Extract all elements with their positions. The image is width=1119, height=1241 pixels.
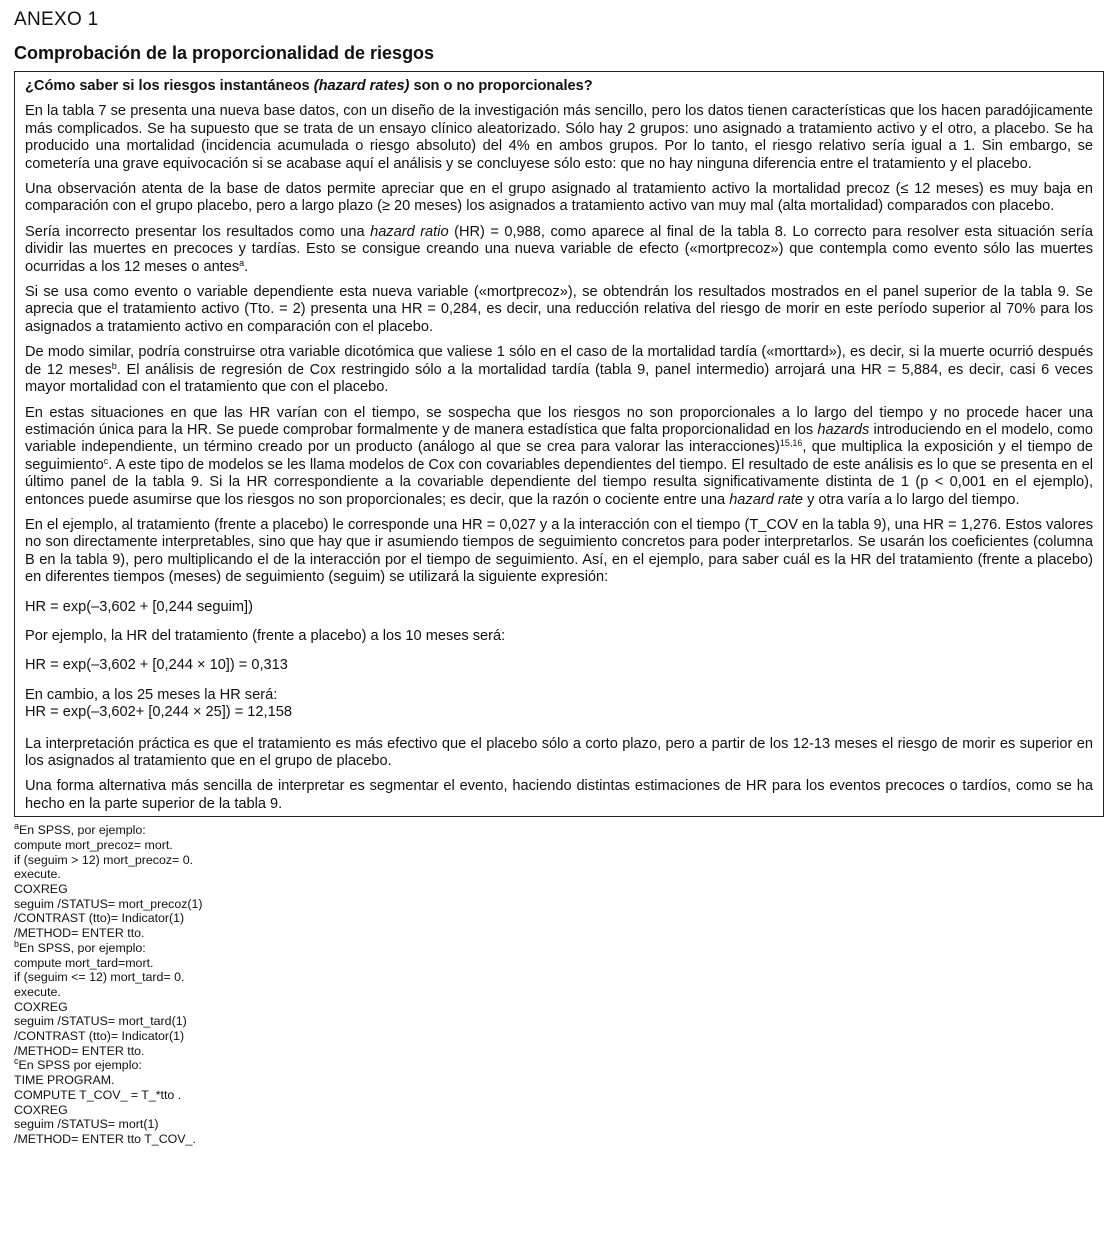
paragraph-9: En cambio, a los 25 meses la HR será:	[25, 686, 278, 703]
code-line: COXREG	[14, 882, 68, 897]
p3-em: hazard ratio	[370, 223, 449, 240]
code-line: COXREG	[14, 999, 68, 1014]
code-line: TIME PROGRAM.	[14, 1073, 115, 1088]
footnote-mark: b	[14, 938, 20, 949]
code-line: if (seguim <= 12) mort_tard= 0.	[14, 970, 185, 985]
box-question	[25, 78, 1093, 95]
explanation-box	[14, 71, 1104, 817]
paragraph-8: Por ejemplo, la HR del tratamiento (frente a placebo) a los 10 meses será:	[25, 627, 506, 644]
footnote-text: En SPSS por ejemplo:	[18, 1058, 142, 1073]
code-line: compute mort_tard=mort.	[14, 955, 154, 970]
question-text-a: ¿Cómo saber si los riesgos instantáneos	[25, 78, 314, 94]
footnote-mark: c	[14, 1056, 19, 1067]
p5-text-b: . El análisis de regresión de Cox restringido sólo a la mortalidad tardía (tabla 9, panel intermedio) arrojará una HR = 5,884, es decir, casi 6 veces mayor mortalidad con el tratamiento que con el placebo.	[25, 361, 1093, 396]
footnote-text: En SPSS, por ejemplo:	[19, 823, 146, 838]
paragraph-11: Una forma alternativa más sencilla de interpretar es segmentar el evento, haciendo distintas estimaciones de HR para los eventos precoces o tardíos, como se ha hecho en la parte superior de la tabla 9.	[25, 778, 1093, 812]
code-line: /METHOD= ENTER tto.	[14, 926, 145, 941]
p3-text-a: Sería incorrecto presentar los resultados como una	[25, 223, 371, 240]
code-line: COXREG	[14, 1102, 68, 1117]
paragraph-6	[25, 405, 1093, 509]
code-line: seguim /STATUS= mort_tard(1)	[14, 1014, 187, 1029]
section-title: Comprobación de la proporcionalidad de riesgos	[14, 43, 435, 63]
code-line: seguim /STATUS= mort_precoz(1)	[14, 896, 203, 911]
paragraph-1: En la tabla 7 se presenta una nueva base datos, con un diseño de la investigación más sencillo, pero los datos tienen características que los hacen paradójicamente más complicados. Se ha supuesto que se trata de un ensayo clínico aleatorizado. Sólo hay 2 grupos: uno asignado a tratamiento activo y el otro, a placebo. Se ha producido una mortalidad (incidencia acumulada o riesgo absoluto) del 4% en ambos grupos. Por lo tanto, el riesgo relativo sería igual a 1. Sin embargo, se cometería una grave equivocación si se acabase aquí el análisis y se concluyese sólo esto: que no hay ninguna diferencia entre el tratamiento y el placebo.	[25, 103, 1093, 172]
citation-ref: 15,16	[779, 438, 803, 449]
code-line: compute mort_precoz= mort.	[14, 837, 173, 852]
code-line: /CONTRAST (tto)= Indicator(1)	[14, 911, 185, 926]
footnote-mark: a	[14, 821, 20, 832]
paragraph-5	[25, 344, 1093, 396]
code-line: /METHOD= ENTER tto T_COV_.	[14, 1131, 196, 1146]
p6-text-b: introduciendo en el modelo, como variable independiente, un término creado por un producto (análogo al que se crea para valorar las interacciones)	[25, 421, 1093, 456]
footnote-c	[14, 1058, 1105, 1146]
question-em: (hazard rates)	[313, 78, 410, 94]
paragraph-10: La interpretación práctica es que el tratamiento es más efectivo que el placebo sólo a corto plazo, pero a partir de los 12-13 meses el riesgo de morir es superior en los asignados al tratamiento que en el grupo de placebo.	[25, 735, 1093, 769]
paragraph-7: En el ejemplo, al tratamiento (frente a placebo) le corresponde una HR = 0,027 y a la interacción con el tiempo (T_COV en la tabla 9), una HR = 1,276. Estos valores no son directamente interpretables, sino que hay que ir asumiendo tiempos de seguimiento concretos para poder interpretarlos. Se usarán los coeficientes (columna B en la tabla 9), pero multiplicando el de la interacción por el tiempo de seguimiento. Así, en el ejemplo, para saber cuál es la HR del tratamiento (frente a placebo) en diferentes tiempos (meses) de seguimiento (seguim) se utilizará la siguiente expresión:	[25, 516, 1093, 586]
p6-text-c: , que multiplica la exposición y el tiempo de seguimiento	[25, 439, 1093, 473]
footnote-a	[14, 823, 1105, 941]
p3-text-b: (HR) = 0,988, como aparece al final de la tabla 8. Lo correcto para resolver esta situación sería dividir las muertes en precoces y tardías. Esto se consigue creando una nueva variable de efecto («mortprecoz») que contempla como evento sólo las muertes ocurridas a los 12 meses o antes	[25, 223, 1093, 275]
equation-3: HR = exp(–3,602+ [0,244 × 25]) = 12,158	[25, 704, 292, 721]
paragraph-3	[25, 224, 1093, 276]
p5-text-a: De modo similar, podría construirse otra variable dicotómica que valiese 1 sólo en el caso de la mortalidad tardía («morttard»), es decir, si la muerte ocurrió después de 12 meses	[25, 344, 1093, 378]
footnote-line	[14, 1058, 1105, 1073]
p6-text-a: En estas situaciones en que las HR varían con el tiempo, se sospecha que los riesgos no son proporcionales a lo largo del tiempo y no procede hacer una estimación única para la HR. Se puede comprobar formalmente y de manera estadística que falta proporcionalidad en los	[25, 404, 1093, 438]
code-line: /CONTRAST (tto)= Indicator(1)	[14, 1029, 185, 1044]
paragraph-2: Una observación atenta de la base de datos permite apreciar que en el grupo asignado al tratamiento activo la mortalidad precoz (≤ 12 meses) es muy baja en comparación con el grupo placebo, pero a largo plazo (≥ 20 meses) los asignados a tratamiento activo van muy mal (alta mortalidad) comparados con placebo.	[25, 181, 1093, 215]
code-line: seguim /STATUS= mort(1)	[14, 1117, 159, 1132]
equation-1: HR = exp(–3,602 + [0,244 seguim])	[25, 598, 253, 615]
annex-label: ANEXO 1	[14, 9, 99, 30]
equation-2: HR = exp(–3,602 + [0,244 × 10]) = 0,313	[25, 657, 288, 674]
footnote-ref-b: b	[111, 360, 117, 371]
code-line: execute.	[14, 867, 61, 882]
footnote-line	[14, 823, 1105, 838]
code-line: if (seguim > 12) mort_precoz= 0.	[14, 852, 194, 867]
footnote-ref-c: c	[103, 455, 109, 466]
paragraph-4: Si se usa como evento o variable dependiente esta nueva variable («mortprecoz»), se obtendrán los resultados mostrados en el panel superior de la tabla 9. Se aprecia que el tratamiento activo (Tto. = 2) presenta una HR = 0,284, es decir, una reducción relativa del riesgo de morir en este período superior al 70% para los asignados a tratamiento activo en comparación con el placebo.	[25, 284, 1093, 335]
code-line: COMPUTE T_COV_ = T_*tto .	[14, 1087, 182, 1102]
footnote-line	[14, 938, 1105, 956]
question-text-b: son o no proporcionales?	[409, 78, 593, 94]
footnotes	[14, 823, 1105, 1146]
code-line: execute.	[14, 984, 61, 999]
p6-text-e: y otra varía a lo largo del tiempo.	[803, 491, 1020, 508]
p3-text-c: .	[244, 258, 249, 275]
footnote-text: En SPSS, por ejemplo:	[19, 940, 146, 955]
p6-em-hazard-rate: hazard rate	[729, 491, 804, 508]
footnote-b	[14, 938, 1105, 1059]
code-line: /METHOD= ENTER tto.	[14, 1043, 145, 1058]
p6-em-hazards: hazards	[817, 421, 870, 438]
p6-text-d: . A este tipo de modelos se les llama modelos de Cox con covariables dependientes del tiempo. El resultado de este análisis es lo que se presenta en el último panel de la tabla 9. Si la HR correspondiente a la covariable dependiente del tiempo resulta significativamente distinta de 1 (p < 0,001 en el ejemplo), entonces puede asumirse que los riesgos no son proporcionales; es decir, que la razón o cociente entre una	[25, 456, 1093, 508]
footnote-ref-a: a	[239, 257, 245, 268]
